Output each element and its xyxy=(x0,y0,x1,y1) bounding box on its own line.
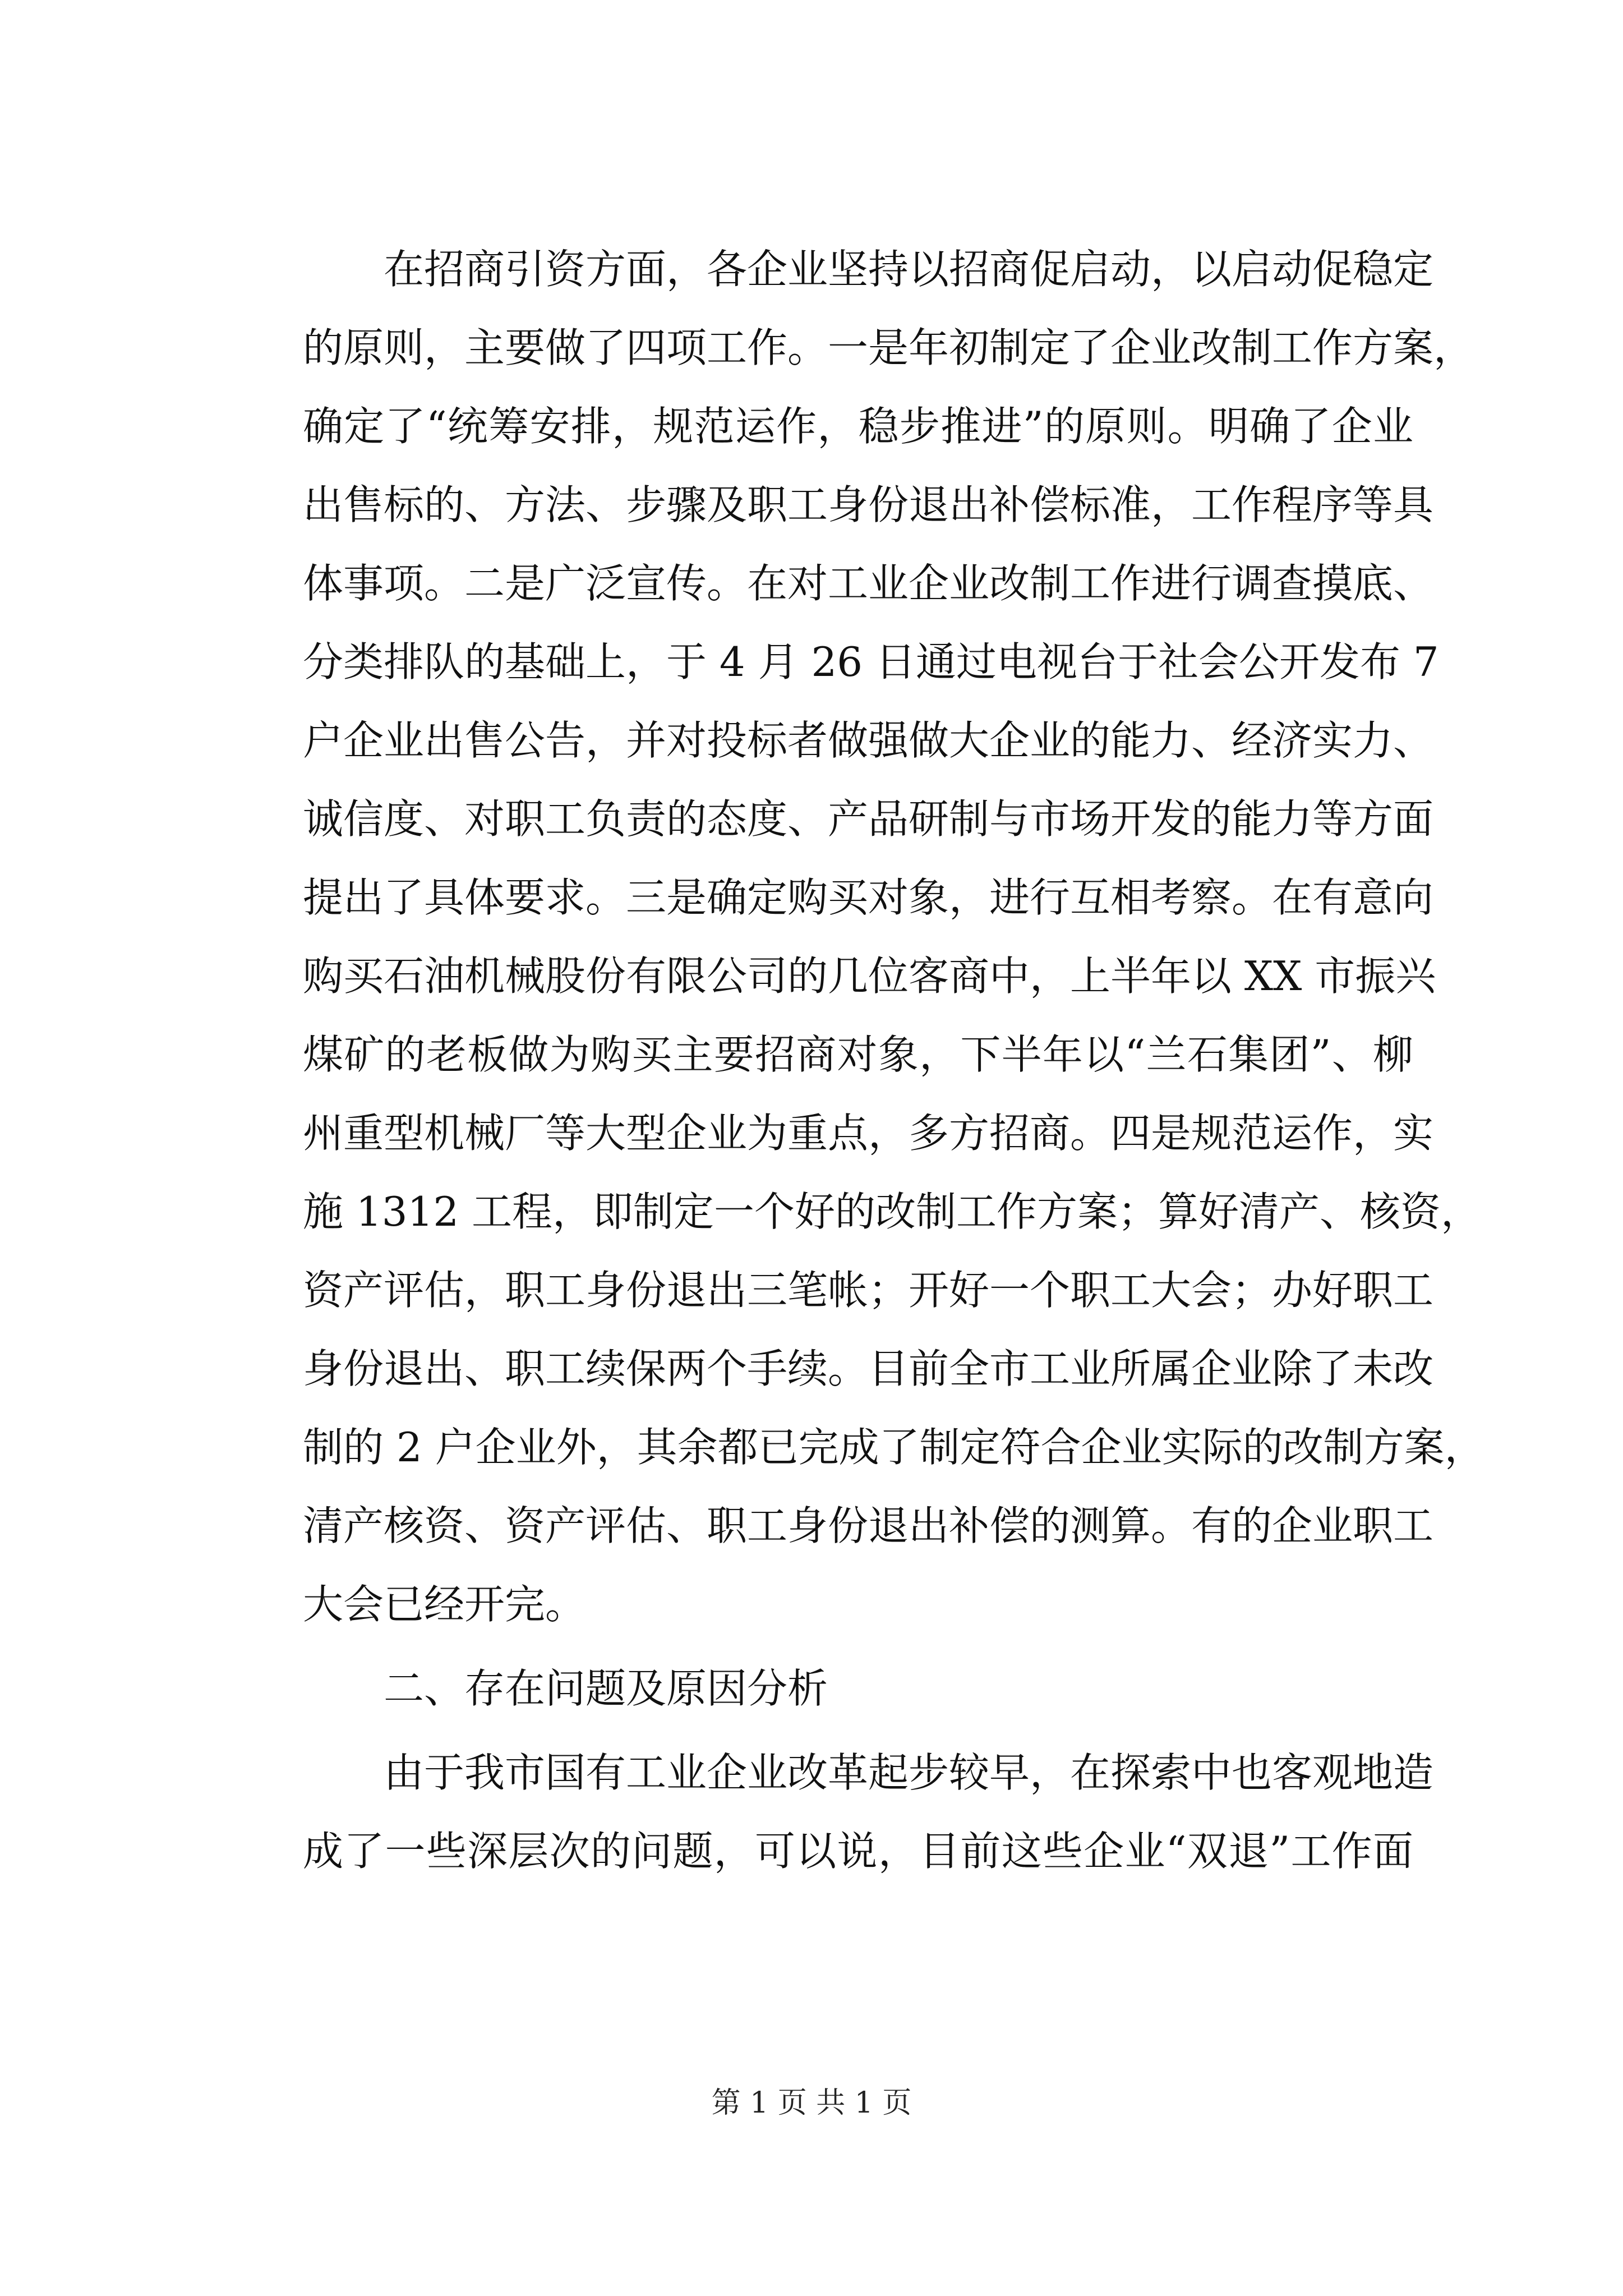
paragraph-line: 在招商引资方面，各企业坚持以招商促启动，以启动促稳定 xyxy=(303,246,1434,293)
paragraph-line: 的原则，主要做了四项工作。一是年初制定了企业改制工作方案， xyxy=(303,324,1474,371)
paragraph-line: 确定了“统筹安排，规范运作，稳步推进”的原则。明确了企业 xyxy=(303,403,1413,450)
paragraph-line: 体事项。二是广泛宣传。在对工业企业改制工作进行调查摸底、 xyxy=(303,560,1434,607)
paragraph-line: 煤矿的老板做为购买主要招商对象，下半年以“兰石集团”、柳 xyxy=(303,1031,1413,1078)
paragraph-line: 户企业出售公告，并对投标者做强做大企业的能力、经济实力、 xyxy=(303,717,1434,764)
paragraph-line: 分类排队的基础上，于 4 月 26 日通过电视台于社会公开发布 7 xyxy=(303,638,1439,685)
paragraph-line: 提出了具体要求。三是确定购买对象，进行互相考察。在有意向 xyxy=(303,874,1434,921)
paragraph-line: 由于我市国有工业企业改革起步较早，在探索中也客观地造 xyxy=(303,1749,1434,1796)
page-number-footer: 第 1 页 共 1 页 xyxy=(711,2086,912,2120)
paragraph-line: 出售标的、方法、步骤及职工身份退出补偿标准，工作程序等具 xyxy=(303,481,1434,528)
paragraph-line: 大会已经开完。 xyxy=(303,1581,586,1628)
paragraph-line: 身份退出、职工续保两个手续。目前全市工业所属企业除了未改 xyxy=(303,1345,1434,1392)
paragraph-line: 购买石油机械股份有限公司的几位客商中，上半年以 XX 市振兴 xyxy=(303,953,1436,1000)
paragraph-line: 施 1312 工程，即制定一个好的改制工作方案；算好清产、核资， xyxy=(303,1188,1482,1235)
paragraph-line: 制的 2 户企业外，其余都已完成了制定符合企业实际的改制方案， xyxy=(303,1424,1485,1471)
paragraph-line: 州重型机械厂等大型企业为重点，多方招商。四是规范运作，实 xyxy=(303,1110,1434,1157)
paragraph-line: 清产核资、资产评估、职工身份退出补偿的测算。有的企业职工 xyxy=(303,1502,1434,1549)
paragraph-line: 诚信度、对职工负责的态度、产品研制与市场开发的能力等方面 xyxy=(303,795,1434,843)
paragraph-line: 成了一些深层次的问题，可以说，目前这些企业“双退”工作面 xyxy=(303,1828,1413,1875)
paragraph-line: 资产评估，职工身份退出三笔帐；开好一个职工大会；办好职工 xyxy=(303,1267,1434,1314)
section-heading: 二、存在问题及原因分析 xyxy=(303,1665,828,1712)
